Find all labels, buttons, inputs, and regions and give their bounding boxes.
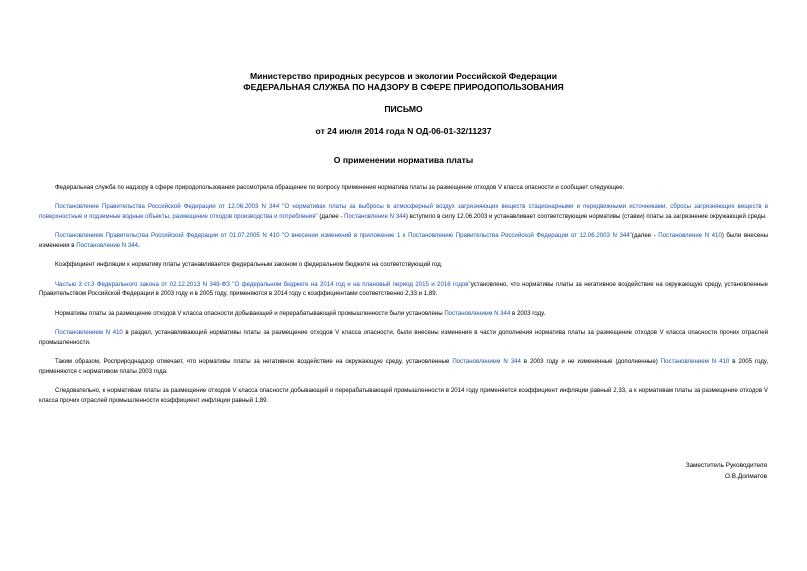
- signatory-name: О.В.Долматов: [725, 473, 767, 480]
- paragraph-text: (далее -: [631, 232, 659, 240]
- document-type: ПИСЬМО: [384, 104, 423, 114]
- paragraph-text: Коэффициент инфляции к нормативу платы устанавливается федеральным законом о федеральном бюджете на соответствующий год.: [55, 261, 443, 269]
- paragraph-4: [39, 260, 768, 270]
- paragraph-8: [39, 357, 768, 376]
- paragraph-3: [39, 231, 768, 250]
- paragraph-1: [39, 183, 768, 193]
- paragraph-text: в 2005 году, применяются с нормативом платы 2003 года.: [39, 358, 769, 375]
- paragraph-9: [39, 386, 768, 405]
- resolution-410-short-link[interactable]: Постановление N 410: [658, 232, 722, 240]
- paragraph-text: (далее -: [317, 212, 345, 220]
- resolution-344-short-link[interactable]: Постановлением N 344: [452, 358, 521, 366]
- paragraph-6: [39, 309, 768, 319]
- paragraph-text: в раздел, устанавливающий нормативы платы за размещение отходов V класса опасности, были внесены изменения в части дополнения норматива платы за размещение отходов V класса опасности прочих отраслей промышленности.: [39, 329, 768, 346]
- paragraph-text: в 2003 году.: [510, 309, 546, 317]
- document-subject: О применении норматива платы: [333, 155, 474, 165]
- paragraph-text: Таким образом, Росприроднадзор отмечает, что нормативы платы за негативное воздействие на окружающую среду, установленные: [55, 358, 453, 366]
- paragraph-text: .: [138, 241, 140, 249]
- federal-law-349-link[interactable]: Частью 3 ст.3 Федерального закона от 02.12.2013 N 349-ФЗ "О федеральном бюджете на 2014 год и на плановый период 2015 и 2016 годов": [55, 280, 471, 288]
- paragraph-text: ) вступило в силу 12.06.2003 и устанавливает соответствующие нормативы (ставки) платы за загрязнение окружающей среды.: [405, 212, 767, 220]
- resolution-410-short-link[interactable]: Постановлением N 410: [55, 329, 123, 337]
- paragraph-text: в 2003 году и не измененные (дополненные): [520, 358, 661, 366]
- resolution-344-short-link[interactable]: Постановлением N 344: [444, 309, 511, 317]
- paragraph-7: [39, 328, 768, 347]
- paragraph-text: установлено, что нормативы платы за негативное воздействие на окружающую среду, установленные Правительством Российской Федерации в 2003 году и в 2005 году, применяются в 2014 году с коэффициентами соответственно 2,33 и 1,89.: [39, 280, 768, 298]
- paragraph-text: ) были внесены изменения в: [39, 232, 768, 249]
- letter-body: [39, 183, 768, 415]
- ministry-name: Министерство природных ресурсов и экологии Российской Федерации: [250, 71, 557, 81]
- resolution-410-link[interactable]: Постановлением Правительства Российской Федерации от 01.07.2005 N 410 "О внесении изменений в приложение 1 к Постановлению Правительства Российской Федерации от 12.06.2003 N 344": [55, 232, 632, 240]
- paragraph-text: Следовательно, к нормативам платы за размещение отходов V класса опасности добывающей и перерабатывающей промышленности в 2014 году применяется коэффициент инфляции равный 2,33, а к нормативам платы за размещение отходов V класса прочих отраслей промышленности коэффициент инфляции равный 1,89.: [39, 387, 768, 404]
- paragraph-2: [39, 202, 768, 221]
- resolution-410-short-link[interactable]: Постановлением N 410: [660, 358, 730, 366]
- resolution-344-short-link[interactable]: Постановление N 344: [76, 241, 139, 249]
- document-date-number: от 24 июля 2014 года N ОД-06-01-32/11237: [315, 126, 492, 136]
- resolution-344-short-link[interactable]: Постановление N 344: [344, 212, 406, 220]
- paragraph-5: [39, 280, 768, 299]
- resolution-344-link[interactable]: Постановление Правительства Российской Федерации от 12.06.2003 N 344 "О нормативах платы за выбросы в атмосферный воздух загрязняющих веществ стационарными и передвижными источниками, сбросы загрязняющих веществ в поверхностные и подземные водные объекты, размещение отходов производства и потребления": [39, 203, 768, 220]
- paragraph-text: Нормативы платы за размещение отходов V класса опасности добывающей и перерабатывающей промышленности были установлены: [55, 309, 445, 317]
- signatory-title: Заместитель Руководителя: [685, 462, 767, 469]
- service-name: ФЕДЕРАЛЬНАЯ СЛУЖБА ПО НАДЗОРУ В СФЕРЕ ПРИРОДОПОЛЬЗОВАНИЯ: [243, 82, 564, 92]
- paragraph-text: Федеральная служба по надзору в сфере природопользования рассмотрела обращение по вопросу применения норматива платы за размещение отходов V класса опасности и сообщает следующее.: [55, 184, 625, 191]
